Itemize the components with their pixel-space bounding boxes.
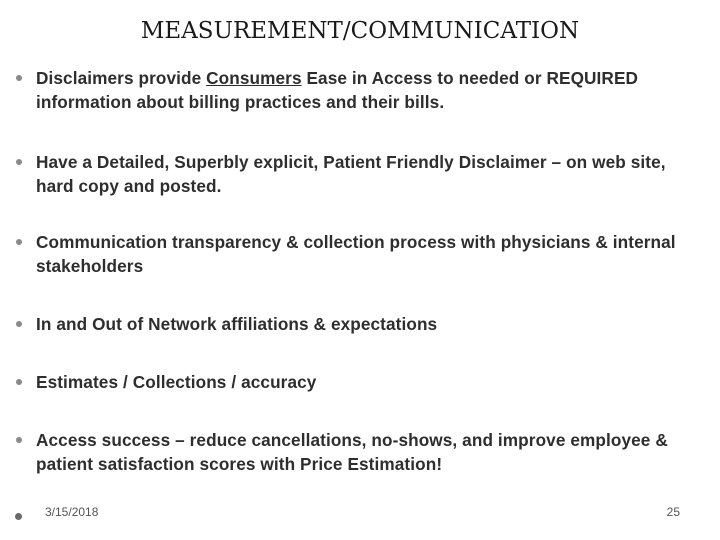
bullet-text: Access success – reduce cancellations, no-shows, and improve employee & patient satisfaction scores with Price Estimation! — [36, 430, 668, 474]
bullet-text: Have a Detailed, Superbly explicit, Patient Friendly Disclaimer – on web site, hard copy and posted. — [36, 152, 666, 196]
bullet-item — [14, 230, 704, 278]
footer-date: 3/15/2018 — [45, 505, 99, 519]
bullet-dot-icon — [16, 321, 22, 327]
bullet-text: Estimates / Collections / accuracy — [36, 372, 317, 392]
bullet-text — [36, 68, 638, 112]
page-number: 25 — [666, 505, 680, 519]
bullet-item — [14, 428, 704, 476]
bullet-dot-icon — [16, 437, 22, 443]
bullet-dot-icon — [16, 379, 22, 385]
slide-title: MEASUREMENT/COMMUNICATION — [140, 18, 580, 44]
bullet-item — [14, 370, 316, 394]
bullet-dot-icon — [16, 239, 22, 245]
footer-dot-icon — [15, 513, 22, 520]
bullet-dot-icon — [16, 159, 22, 165]
bullet-item — [14, 66, 704, 114]
bullet-item — [14, 312, 437, 336]
bullet-item — [14, 150, 704, 198]
bullet-text-underlined: Consumers — [206, 68, 302, 88]
bullet-text-post: Ease in Access to needed or REQUIRED information about billing practices and their bills. — [36, 68, 639, 112]
bullet-text-pre: Disclaimers provide — [36, 68, 207, 88]
bullet-dot-icon — [16, 75, 22, 81]
bullet-text: In and Out of Network affiliations & expectations — [36, 314, 438, 334]
bullet-text: Communication transparency & collection process with physicians & internal stakeholders — [36, 232, 676, 276]
